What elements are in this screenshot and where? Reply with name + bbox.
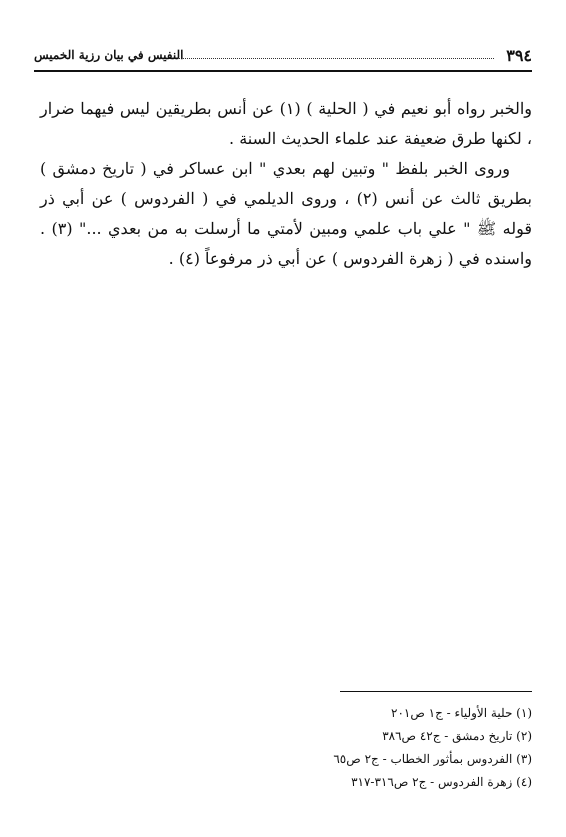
paragraph-1: والخبر رواه أبو نعيم في ( الحلية ) (١) عن أنس بطريقين ليس فيهما ضرار ، لكنها طرق ضعيفة عند علماء الحديث السنة . bbox=[40, 99, 533, 148]
footnotes bbox=[232, 702, 532, 794]
header-rule bbox=[34, 70, 532, 72]
main-text bbox=[40, 94, 532, 274]
footnote-2: (٢) تاريخ دمشق - ج٤٢ ص٣٨٦ bbox=[382, 729, 532, 743]
footnote-4: (٤) زهرة الفردوس - ج٢ ص٣١٦-٣١٧ bbox=[351, 775, 532, 789]
running-title: النفيس في بيان رزية الخميس bbox=[34, 48, 184, 62]
page-number: ٣٩٤ bbox=[506, 46, 532, 65]
footnote-3: (٣) الفردوس بمأثور الخطاب - ج٢ ص٦٥ bbox=[333, 752, 532, 766]
header-dotted-leader bbox=[164, 58, 494, 59]
paragraph-2: وروى الخبر بلفظ " وتبين لهم بعدي " ابن عساكر في ( تاريخ دمشق ) بطريق ثالث عن أنس (٢) ، وروى الديلمي في ( الفردوس ) عن أبي ذر قوله ﷺ " علي باب علمي ومبين لأمتي ما أرسلت به من بعدي ..." (٣) . واسنده في ( زهرة الفردوس ) عن أبي ذر مرفوعاً (٤) . bbox=[40, 159, 532, 268]
footnote-1: (١) حلية الأولياء - ج١ ص٢٠١ bbox=[391, 706, 532, 720]
page-header bbox=[34, 44, 532, 70]
footnote-separator bbox=[340, 691, 532, 692]
